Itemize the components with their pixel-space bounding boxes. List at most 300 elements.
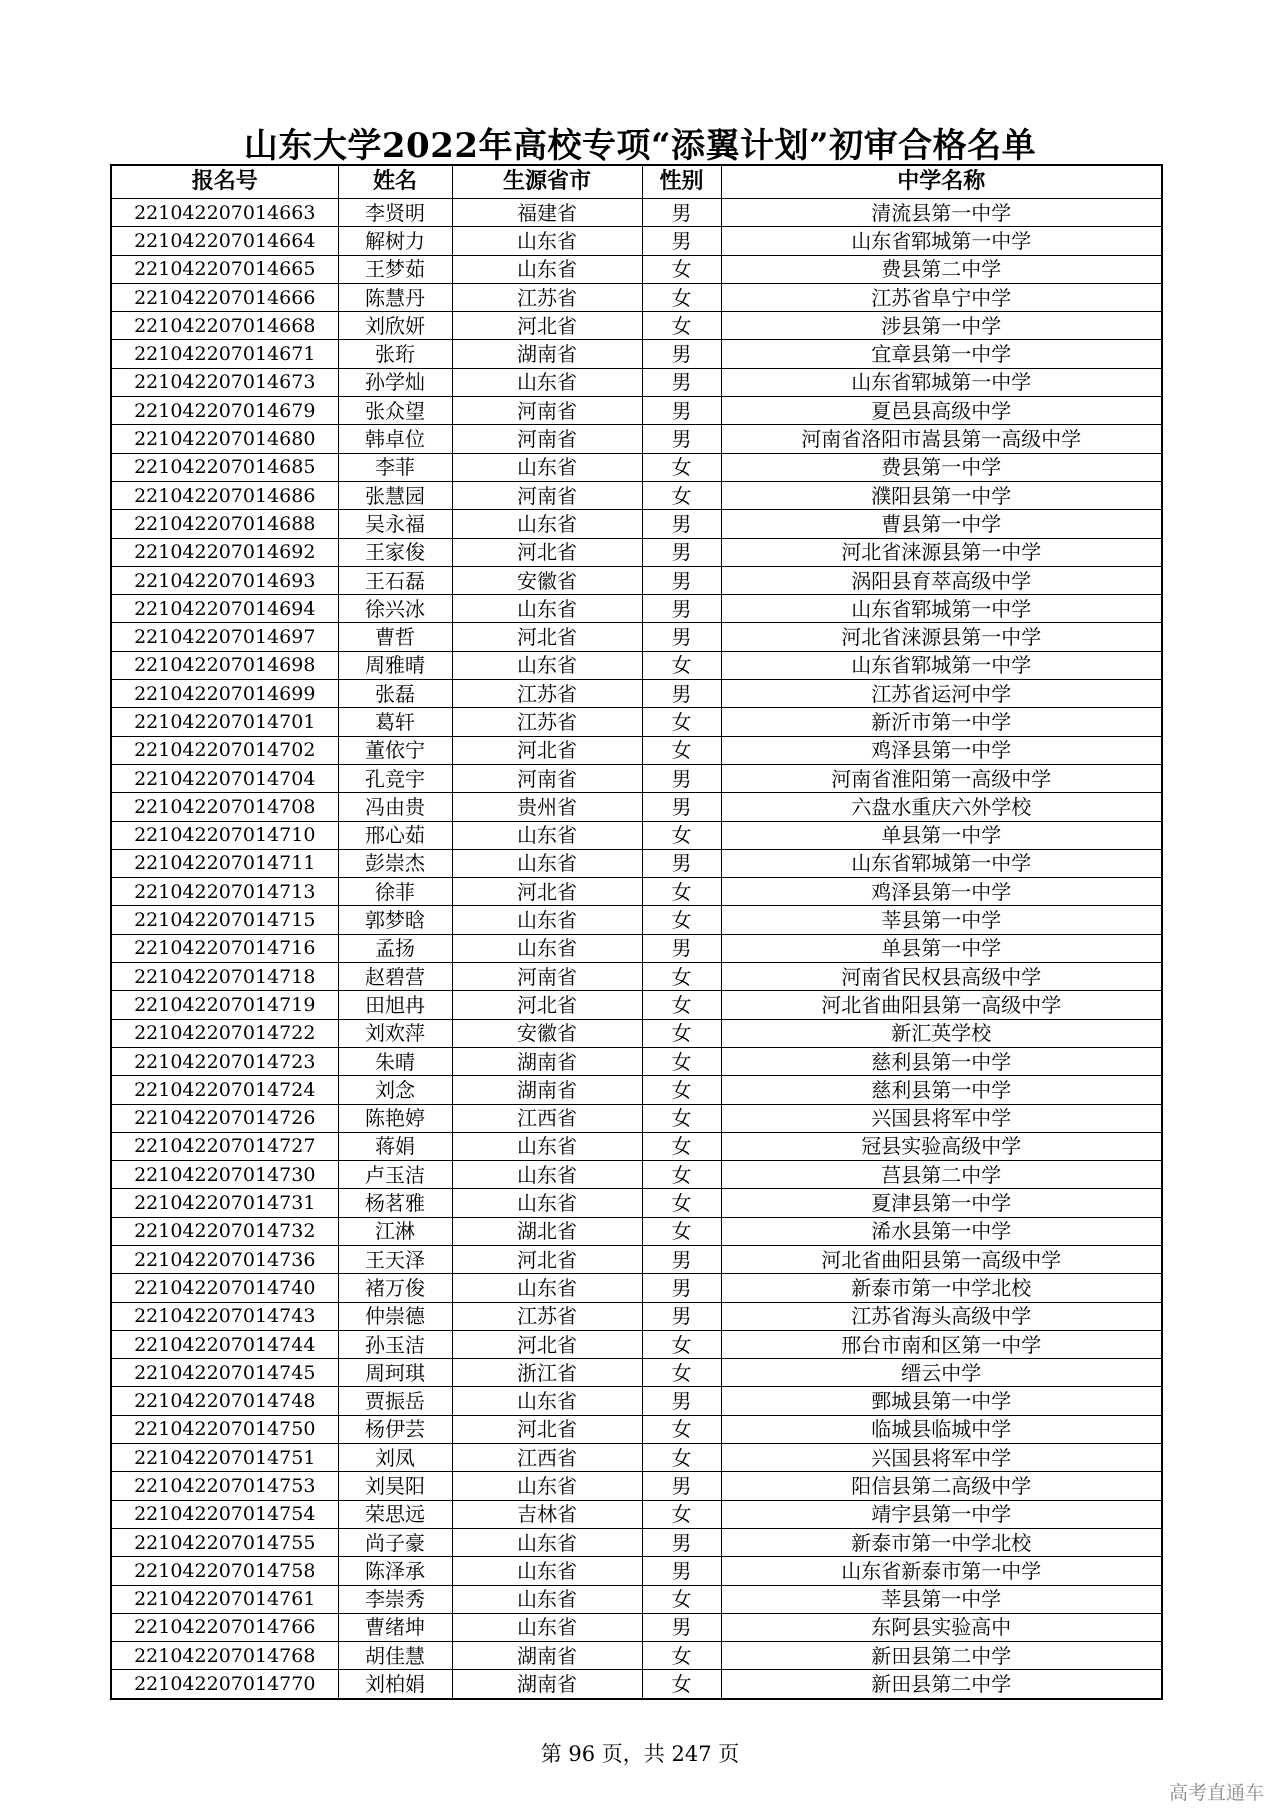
school-cell: 山东省郓城第一中学 [721, 368, 1162, 396]
gender-cell: 女 [642, 1217, 721, 1245]
school-cell: 莘县第一中学 [721, 1585, 1162, 1613]
gender-cell: 男 [642, 793, 721, 821]
header-school: 中学名称 [721, 165, 1162, 199]
registration-id-cell: 221042207014665 [111, 255, 338, 283]
table-row [111, 1585, 1162, 1613]
table-row [111, 1302, 1162, 1330]
table-row [111, 934, 1162, 962]
gender-cell: 男 [642, 1528, 721, 1556]
name-cell: 赵碧营 [338, 963, 452, 991]
province-cell: 江西省 [452, 1104, 642, 1132]
registration-id-cell: 221042207014744 [111, 1330, 338, 1358]
province-cell: 湖南省 [452, 1047, 642, 1075]
table-row [111, 538, 1162, 566]
gender-cell: 女 [642, 1585, 721, 1613]
gender-cell: 男 [642, 1274, 721, 1302]
table-row [111, 1161, 1162, 1189]
province-cell: 河南省 [452, 397, 642, 425]
registration-id-cell: 221042207014699 [111, 680, 338, 708]
school-cell: 靖宇县第一中学 [721, 1500, 1162, 1528]
school-cell: 鄄城县第一中学 [721, 1387, 1162, 1415]
gender-cell: 女 [642, 991, 721, 1019]
gender-cell: 女 [642, 1076, 721, 1104]
registration-id-cell: 221042207014702 [111, 736, 338, 764]
school-cell: 河南省洛阳市嵩县第一高级中学 [721, 425, 1162, 453]
school-cell: 曹县第一中学 [721, 510, 1162, 538]
registration-id-cell: 221042207014758 [111, 1557, 338, 1585]
school-cell: 缙云中学 [721, 1359, 1162, 1387]
gender-cell: 女 [642, 283, 721, 311]
gender-cell: 女 [642, 708, 721, 736]
registration-id-cell: 221042207014716 [111, 934, 338, 962]
registration-id-cell: 221042207014701 [111, 708, 338, 736]
table-row [111, 397, 1162, 425]
province-cell: 山东省 [452, 1613, 642, 1641]
province-cell: 湖北省 [452, 1217, 642, 1245]
table-row [111, 227, 1162, 255]
school-cell: 慈利县第一中学 [721, 1076, 1162, 1104]
province-cell: 河南省 [452, 425, 642, 453]
table-row [111, 1104, 1162, 1132]
school-cell: 费县第一中学 [721, 453, 1162, 481]
school-cell: 夏邑县高级中学 [721, 397, 1162, 425]
registration-id-cell: 221042207014730 [111, 1161, 338, 1189]
gender-cell: 男 [642, 510, 721, 538]
name-cell: 贾振岳 [338, 1387, 452, 1415]
table-row [111, 481, 1162, 509]
province-cell: 江苏省 [452, 680, 642, 708]
registration-id-cell: 221042207014668 [111, 312, 338, 340]
table-row [111, 1670, 1162, 1699]
province-cell: 山东省 [452, 906, 642, 934]
header-name: 姓名 [338, 165, 452, 199]
table-row [111, 283, 1162, 311]
province-cell: 河南省 [452, 764, 642, 792]
name-cell: 孙玉洁 [338, 1330, 452, 1358]
gender-cell: 男 [642, 425, 721, 453]
gender-cell: 男 [642, 595, 721, 623]
name-cell: 陈泽承 [338, 1557, 452, 1585]
table-row [111, 708, 1162, 736]
school-cell: 河南省淮阳第一高级中学 [721, 764, 1162, 792]
school-cell: 邢台市南和区第一中学 [721, 1330, 1162, 1358]
school-cell: 鸡泽县第一中学 [721, 878, 1162, 906]
province-cell: 河北省 [452, 991, 642, 1019]
school-cell: 山东省郓城第一中学 [721, 849, 1162, 877]
province-cell: 山东省 [452, 368, 642, 396]
name-cell: 王梦茹 [338, 255, 452, 283]
gender-cell: 女 [642, 878, 721, 906]
school-cell: 单县第一中学 [721, 934, 1162, 962]
gender-cell: 女 [642, 1500, 721, 1528]
province-cell: 湖南省 [452, 1076, 642, 1104]
gender-cell: 女 [642, 255, 721, 283]
name-cell: 葛轩 [338, 708, 452, 736]
table-row [111, 680, 1162, 708]
name-cell: 曹哲 [338, 623, 452, 651]
gender-cell: 女 [642, 481, 721, 509]
table-row [111, 368, 1162, 396]
province-cell: 山东省 [452, 849, 642, 877]
gender-cell: 女 [642, 1670, 721, 1699]
registration-id-cell: 221042207014732 [111, 1217, 338, 1245]
name-cell: 杨伊芸 [338, 1415, 452, 1443]
gender-cell: 女 [642, 1189, 721, 1217]
gender-cell: 男 [642, 623, 721, 651]
school-cell: 山东省郓城第一中学 [721, 651, 1162, 679]
gender-cell: 女 [642, 1330, 721, 1358]
school-cell: 河北省涞源县第一中学 [721, 623, 1162, 651]
school-cell: 濮阳县第一中学 [721, 481, 1162, 509]
province-cell: 贵州省 [452, 793, 642, 821]
name-cell: 江淋 [338, 1217, 452, 1245]
registration-id-cell: 221042207014693 [111, 566, 338, 594]
table-row [111, 1330, 1162, 1358]
table-row [111, 1444, 1162, 1472]
name-cell: 孟扬 [338, 934, 452, 962]
table-row [111, 1613, 1162, 1641]
province-cell: 山东省 [452, 1189, 642, 1217]
province-cell: 江苏省 [452, 283, 642, 311]
province-cell: 河南省 [452, 481, 642, 509]
school-cell: 山东省郓城第一中学 [721, 595, 1162, 623]
name-cell: 李贤明 [338, 199, 452, 227]
school-cell: 莒县第二中学 [721, 1161, 1162, 1189]
province-cell: 安徽省 [452, 566, 642, 594]
school-cell: 江苏省海头高级中学 [721, 1302, 1162, 1330]
school-cell: 新汇英学校 [721, 1019, 1162, 1047]
registration-id-cell: 221042207014766 [111, 1613, 338, 1641]
table-row [111, 1387, 1162, 1415]
name-cell: 尚子豪 [338, 1528, 452, 1556]
name-cell: 刘凤 [338, 1444, 452, 1472]
name-cell: 徐兴冰 [338, 595, 452, 623]
school-cell: 宜章县第一中学 [721, 340, 1162, 368]
table-row [111, 736, 1162, 764]
table-row [111, 510, 1162, 538]
table-body [111, 199, 1162, 1699]
table-row [111, 1415, 1162, 1443]
school-cell: 河北省涞源县第一中学 [721, 538, 1162, 566]
registration-id-cell: 221042207014710 [111, 821, 338, 849]
name-cell: 周珂琪 [338, 1359, 452, 1387]
school-cell: 东阿县实验高中 [721, 1613, 1162, 1641]
province-cell: 山东省 [452, 255, 642, 283]
school-cell: 单县第一中学 [721, 821, 1162, 849]
school-cell: 冠县实验高级中学 [721, 1132, 1162, 1160]
gender-cell: 男 [642, 227, 721, 255]
name-cell: 王石磊 [338, 566, 452, 594]
province-cell: 山东省 [452, 651, 642, 679]
province-cell: 山东省 [452, 1387, 642, 1415]
name-cell: 蒋娟 [338, 1132, 452, 1160]
gender-cell: 女 [642, 1047, 721, 1075]
school-cell: 新泰市第一中学北校 [721, 1274, 1162, 1302]
name-cell: 冯由贵 [338, 793, 452, 821]
table-row [111, 453, 1162, 481]
school-cell: 慈利县第一中学 [721, 1047, 1162, 1075]
name-cell: 王天泽 [338, 1245, 452, 1273]
registration-id-cell: 221042207014708 [111, 793, 338, 821]
registration-id-cell: 221042207014686 [111, 481, 338, 509]
name-cell: 刘昊阳 [338, 1472, 452, 1500]
table-row [111, 1189, 1162, 1217]
gender-cell: 女 [642, 1104, 721, 1132]
registration-id-cell: 221042207014753 [111, 1472, 338, 1500]
registration-id-cell: 221042207014740 [111, 1274, 338, 1302]
registration-id-cell: 221042207014718 [111, 963, 338, 991]
gender-cell: 男 [642, 1387, 721, 1415]
table-row [111, 1500, 1162, 1528]
province-cell: 河北省 [452, 878, 642, 906]
table-row [111, 312, 1162, 340]
school-cell: 鸡泽县第一中学 [721, 736, 1162, 764]
table-row [111, 963, 1162, 991]
gender-cell: 男 [642, 680, 721, 708]
table-row [111, 1019, 1162, 1047]
province-cell: 河南省 [452, 963, 642, 991]
province-cell: 河北省 [452, 736, 642, 764]
gender-cell: 男 [642, 538, 721, 566]
gender-cell: 女 [642, 1161, 721, 1189]
gender-cell: 女 [642, 1132, 721, 1160]
gender-cell: 女 [642, 906, 721, 934]
province-cell: 山东省 [452, 1161, 642, 1189]
name-cell: 郭梦晗 [338, 906, 452, 934]
school-cell: 涡阳县育萃高级中学 [721, 566, 1162, 594]
name-cell: 李菲 [338, 453, 452, 481]
province-cell: 江苏省 [452, 708, 642, 736]
registration-id-cell: 221042207014711 [111, 849, 338, 877]
table-row [111, 566, 1162, 594]
registration-id-cell: 221042207014697 [111, 623, 338, 651]
registration-id-cell: 221042207014751 [111, 1444, 338, 1472]
registration-id-cell: 221042207014679 [111, 397, 338, 425]
gender-cell: 女 [642, 1415, 721, 1443]
registration-id-cell: 221042207014727 [111, 1132, 338, 1160]
name-cell: 彭崇杰 [338, 849, 452, 877]
table-row [111, 340, 1162, 368]
gender-cell: 女 [642, 1359, 721, 1387]
name-cell: 曹绪坤 [338, 1613, 452, 1641]
registration-id-cell: 221042207014704 [111, 764, 338, 792]
gender-cell: 男 [642, 1245, 721, 1273]
registration-id-cell: 221042207014726 [111, 1104, 338, 1132]
name-cell: 田旭冉 [338, 991, 452, 1019]
page-number-footer: 第 96 页，共 247 页 [540, 1742, 740, 1766]
province-cell: 吉林省 [452, 1500, 642, 1528]
registration-id-cell: 221042207014715 [111, 906, 338, 934]
province-cell: 河北省 [452, 623, 642, 651]
gender-cell: 女 [642, 963, 721, 991]
name-cell: 李崇秀 [338, 1585, 452, 1613]
province-cell: 河北省 [452, 538, 642, 566]
registration-id-cell: 221042207014750 [111, 1415, 338, 1443]
table-row [111, 1274, 1162, 1302]
gender-cell: 男 [642, 397, 721, 425]
name-cell: 陈艳婷 [338, 1104, 452, 1132]
province-cell: 山东省 [452, 595, 642, 623]
table-header-row [111, 165, 1162, 199]
table-row [111, 1472, 1162, 1500]
registration-id-cell: 221042207014748 [111, 1387, 338, 1415]
registration-id-cell: 221042207014724 [111, 1076, 338, 1104]
registration-id-cell: 221042207014685 [111, 453, 338, 481]
table-row [111, 1076, 1162, 1104]
name-cell: 卢玉洁 [338, 1161, 452, 1189]
school-cell: 六盘水重庆六外学校 [721, 793, 1162, 821]
document-title: 山东大学2022年高校专项“添翼计划”初审合格名单 [243, 126, 1037, 166]
school-cell: 兴国县将军中学 [721, 1104, 1162, 1132]
name-cell: 吴永福 [338, 510, 452, 538]
registration-id-cell: 221042207014713 [111, 878, 338, 906]
gender-cell: 男 [642, 368, 721, 396]
province-cell: 山东省 [452, 1585, 642, 1613]
registration-id-cell: 221042207014745 [111, 1359, 338, 1387]
province-cell: 山东省 [452, 227, 642, 255]
gender-cell: 男 [642, 1557, 721, 1585]
name-cell: 王家俊 [338, 538, 452, 566]
name-cell: 褚万俊 [338, 1274, 452, 1302]
school-cell: 阳信县第二高级中学 [721, 1472, 1162, 1500]
province-cell: 湖南省 [452, 1642, 642, 1670]
name-cell: 张众望 [338, 397, 452, 425]
table-row [111, 1359, 1162, 1387]
table-row [111, 1245, 1162, 1273]
qualified-list-table [110, 164, 1163, 1700]
school-cell: 浠水县第一中学 [721, 1217, 1162, 1245]
registration-id-cell: 221042207014694 [111, 595, 338, 623]
watermark-text: 高考直通车 [1168, 1782, 1264, 1804]
gender-cell: 男 [642, 764, 721, 792]
province-cell: 河北省 [452, 1330, 642, 1358]
registration-id-cell: 221042207014731 [111, 1189, 338, 1217]
province-cell: 浙江省 [452, 1359, 642, 1387]
name-cell: 刘欢萍 [338, 1019, 452, 1047]
school-cell: 临城县临城中学 [721, 1415, 1162, 1443]
table-row [111, 849, 1162, 877]
province-cell: 安徽省 [452, 1019, 642, 1047]
gender-cell: 女 [642, 1642, 721, 1670]
name-cell: 解树力 [338, 227, 452, 255]
gender-cell: 男 [642, 199, 721, 227]
province-cell: 山东省 [452, 934, 642, 962]
province-cell: 山东省 [452, 1132, 642, 1160]
registration-id-cell: 221042207014698 [111, 651, 338, 679]
province-cell: 江西省 [452, 1444, 642, 1472]
gender-cell: 女 [642, 736, 721, 764]
gender-cell: 女 [642, 1019, 721, 1047]
province-cell: 江苏省 [452, 1302, 642, 1330]
school-cell: 莘县第一中学 [721, 906, 1162, 934]
name-cell: 仲崇德 [338, 1302, 452, 1330]
province-cell: 山东省 [452, 821, 642, 849]
province-cell: 河北省 [452, 312, 642, 340]
province-cell: 河北省 [452, 1415, 642, 1443]
name-cell: 刘欣妍 [338, 312, 452, 340]
school-cell: 山东省郓城第一中学 [721, 227, 1162, 255]
table-row [111, 821, 1162, 849]
gender-cell: 男 [642, 849, 721, 877]
table-row [111, 764, 1162, 792]
name-cell: 邢心茹 [338, 821, 452, 849]
gender-cell: 男 [642, 1302, 721, 1330]
name-cell: 陈慧丹 [338, 283, 452, 311]
name-cell: 朱晴 [338, 1047, 452, 1075]
school-cell: 河北省曲阳县第一高级中学 [721, 1245, 1162, 1273]
name-cell: 孔竞宇 [338, 764, 452, 792]
table-row [111, 1217, 1162, 1245]
registration-id-cell: 221042207014723 [111, 1047, 338, 1075]
gender-cell: 女 [642, 821, 721, 849]
registration-id-cell: 221042207014743 [111, 1302, 338, 1330]
registration-id-cell: 221042207014688 [111, 510, 338, 538]
table-row [111, 199, 1162, 227]
school-cell: 新田县第二中学 [721, 1670, 1162, 1699]
registration-id-cell: 221042207014680 [111, 425, 338, 453]
gender-cell: 女 [642, 1444, 721, 1472]
province-cell: 湖南省 [452, 1670, 642, 1699]
province-cell: 福建省 [452, 199, 642, 227]
school-cell: 费县第二中学 [721, 255, 1162, 283]
school-cell: 新田县第二中学 [721, 1642, 1162, 1670]
table-row [111, 595, 1162, 623]
name-cell: 杨茗雅 [338, 1189, 452, 1217]
name-cell: 周雅晴 [338, 651, 452, 679]
table-row [111, 1132, 1162, 1160]
school-cell: 新沂市第一中学 [721, 708, 1162, 736]
name-cell: 荣思远 [338, 1500, 452, 1528]
registration-id-cell: 221042207014754 [111, 1500, 338, 1528]
table-row [111, 906, 1162, 934]
registration-id-cell: 221042207014692 [111, 538, 338, 566]
registration-id-cell: 221042207014663 [111, 199, 338, 227]
table-row [111, 1047, 1162, 1075]
province-cell: 山东省 [452, 1528, 642, 1556]
province-cell: 河北省 [452, 1245, 642, 1273]
name-cell: 刘柏娟 [338, 1670, 452, 1699]
name-cell: 张慧园 [338, 481, 452, 509]
province-cell: 山东省 [452, 1274, 642, 1302]
school-cell: 涉县第一中学 [721, 312, 1162, 340]
registration-id-cell: 221042207014770 [111, 1670, 338, 1699]
header-province: 生源省市 [452, 165, 642, 199]
gender-cell: 女 [642, 651, 721, 679]
school-cell: 江苏省运河中学 [721, 680, 1162, 708]
province-cell: 山东省 [452, 510, 642, 538]
province-cell: 山东省 [452, 1472, 642, 1500]
table-row [111, 793, 1162, 821]
school-cell: 夏津县第一中学 [721, 1189, 1162, 1217]
registration-id-cell: 221042207014761 [111, 1585, 338, 1613]
header-registration-id: 报名号 [111, 165, 338, 199]
registration-id-cell: 221042207014768 [111, 1642, 338, 1670]
registration-id-cell: 221042207014666 [111, 283, 338, 311]
table-row [111, 991, 1162, 1019]
header-gender: 性别 [642, 165, 721, 199]
province-cell: 山东省 [452, 453, 642, 481]
registration-id-cell: 221042207014736 [111, 1245, 338, 1273]
table-row [111, 1528, 1162, 1556]
name-cell: 徐菲 [338, 878, 452, 906]
gender-cell: 女 [642, 453, 721, 481]
registration-id-cell: 221042207014673 [111, 368, 338, 396]
gender-cell: 男 [642, 566, 721, 594]
school-cell: 兴国县将军中学 [721, 1444, 1162, 1472]
name-cell: 张珩 [338, 340, 452, 368]
name-cell: 韩卓位 [338, 425, 452, 453]
table-row [111, 651, 1162, 679]
